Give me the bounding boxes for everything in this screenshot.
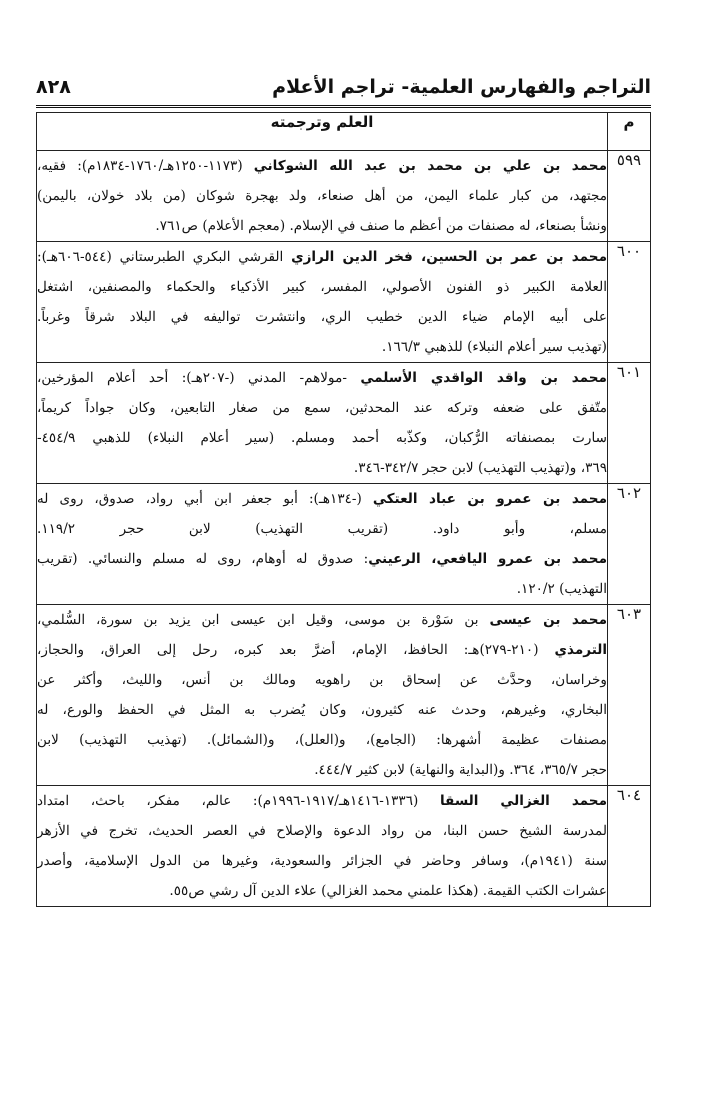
biography-text: (٢١٠-٢٧٩)هـ: الحافظ، الإمام، أضرَّ بعد كبره، رحل إلى العراق، والحجاز، [37, 642, 555, 658]
biography-text: مصنفات عظيمة أشهرها: (الجامع)، و(العلل)، و(الشمائل). (تهذيب التهذيب) لابن [37, 732, 607, 748]
table-row [37, 605, 651, 786]
biography-text: وخراسان، وحدَّث عن إسحاق بن راهويه ومالك بن أنس، والليث، وأكثر عن [37, 672, 607, 688]
entry-biography [37, 363, 608, 484]
entry-number: ٦٠٠ [608, 242, 651, 363]
entry-biography [37, 484, 608, 605]
biography-text: -مولاهم- المدني (-٢٠٧هـ): أحد أعلام المؤرخين، [37, 370, 361, 386]
table-header-row [37, 113, 651, 151]
table-row [37, 151, 651, 242]
biography-line [37, 665, 607, 695]
biography-line [37, 846, 607, 876]
biography-text: مسلم، وأبو داود. (تقريب التهذيب) لابن حجر ١١٩/٢. [37, 521, 607, 537]
biography-line [37, 302, 607, 332]
biography-line [37, 423, 607, 453]
biography-text: سنة (١٩٤١م)، وسافر وحاضر في الجزائر والسعودية، وغيرها من الدول الإسلامية، وأصدر [37, 853, 607, 869]
person-name: محمد بن عمر بن الحسين، فخر الدين الرازي [291, 249, 607, 265]
biography-line [37, 786, 607, 816]
person-name: الترمذي [554, 642, 607, 658]
biography-text: لمدرسة الشيخ حسن البنا، من رواد الدعوة والإصلاح في العصر الحديث، تخرج في الأزهر [37, 823, 607, 839]
biography-text: متّفق على ضعفه وتركه عند المحدثين، سمع من صغار التابعين، وكان جواداً كريماً، [37, 400, 607, 416]
biography-line [37, 272, 607, 302]
entry-number: ٦٠٣ [608, 605, 651, 786]
entry-number: ٦٠٤ [608, 786, 651, 907]
biography-line [37, 181, 607, 211]
biography-text: على أبيه الإمام ضياء الدين خطيب الري، وانتشرت تواليفه في البلاد شرقاً وغرباً. [37, 309, 607, 325]
table-row [37, 786, 651, 907]
table-row [37, 242, 651, 363]
biography-line [37, 332, 607, 362]
biography-text: سارت بمصنفاته الرُّكبان، وكذّبه أحمد ومسلم. (سير أعلام النبلاء) للذهبي ٤٥٤/٩- [37, 430, 607, 446]
biography-line [37, 816, 607, 846]
biography-line [37, 544, 607, 574]
biography-text: عشرات الكتب القيمة. (هكذا علمني محمد الغزالي) علاء الدين آل رشي ص٥٥. [169, 883, 607, 899]
page-number: ٨٢٨ [36, 76, 71, 98]
entry-number: ٦٠٢ [608, 484, 651, 605]
biography-text: : صدوق له أوهام، روى له مسلم والنسائي. (تقريب [37, 551, 369, 567]
biography-text: حجر ٣٦٥/٧، ٣٦٤. و(البداية والنهاية) لابن كثير ٤٤٤/٧. [314, 762, 607, 778]
header-rule [36, 105, 651, 108]
biography-line [37, 635, 607, 665]
biography-line [37, 484, 607, 514]
column-header-entry: العلم وترجمته [37, 113, 608, 151]
biography-text: ٣٦٩، و(تهذيب التهذيب) لابن حجر ٣٤٢/٧-٣٤٦. [353, 460, 607, 476]
entry-biography [37, 605, 608, 786]
person-name: محمد بن عيسى [489, 612, 607, 628]
biography-line [37, 514, 607, 544]
biography-line [37, 605, 607, 635]
biography-line [37, 695, 607, 725]
biography-line [37, 574, 607, 604]
person-name: محمد بن عمرو اليافعي، الرعيني [368, 551, 607, 567]
biography-text: التهذيب) ١٢٠/٢. [516, 581, 607, 597]
column-header-number: م [608, 113, 651, 151]
entry-biography [37, 242, 608, 363]
table-row [37, 484, 651, 605]
entry-biography [37, 151, 608, 242]
biography-text: البخاري، وغيرهم، وحدث عنه كثيرون، وكان يُضرب به المثل في الحفظ والورع، له [37, 702, 607, 718]
entry-biography [37, 786, 608, 907]
person-name: محمد بن عمرو بن عباد العتكي [372, 491, 607, 507]
person-name: محمد بن علي بن محمد بن عبد الله الشوكاني [253, 158, 607, 174]
biography-line [37, 725, 607, 755]
biography-line [37, 151, 607, 181]
biography-line [37, 876, 607, 906]
biography-text: (١١٧٣-١٢٥٠هـ/١٧٦٠-١٨٣٤م): فقيه، [37, 158, 254, 174]
biography-text: (١٣٣٦-١٤١٦هـ/١٩١٧-١٩٩٦م): عالم، مفكر، باحث، امتداد [37, 793, 440, 809]
biography-line [37, 393, 607, 423]
biography-text: (تهذيب سير أعلام النبلاء) للذهبي ١٦٦/٣. [381, 339, 607, 355]
biography-line [37, 242, 607, 272]
biography-text: بن سَوْرة بن موسى، وقيل ابن عيسى ابن يزيد بن سورة، السُّلمي، [37, 612, 490, 628]
biography-text: مجتهد، من كبار علماء اليمن، من أهل صنعاء، ولد بهجرة شوكان (من بلاد خولان، باليمن) [37, 188, 607, 204]
biography-line [37, 755, 607, 785]
header-title: التراجم والفهارس العلمية- تراجم الأعلام [272, 76, 651, 98]
biography-line [37, 363, 607, 393]
person-name: محمد بن واقد الواقدي الأسلمي [360, 370, 607, 386]
table-body [37, 151, 651, 907]
person-name: محمد الغزالي السقا [439, 793, 607, 809]
entry-number: ٦٠١ [608, 363, 651, 484]
biography-text: القرشي البكري الطبرستاني (٥٤٤-٦٠٦هـ): [37, 249, 292, 265]
entry-number: ٥٩٩ [608, 151, 651, 242]
biography-text: العلامة الكبير ذو الفنون الأصولي، المفسر، كبير الأذكياء والحكماء والمصنفين، اشتغل [37, 279, 607, 295]
biography-text: ونشأ بصنعاء، له مصنفات من أعظم ما صنف في الإسلام. (معجم الأعلام) ص٧٦١. [155, 218, 607, 234]
biography-line [37, 453, 607, 483]
running-header [36, 70, 651, 104]
table-row [37, 363, 651, 484]
biography-line [37, 211, 607, 241]
biography-text: (-١٣٤هـ): أبو جعفر ابن أبي رواد، صدوق، روى له [37, 491, 373, 507]
biographies-table [36, 112, 651, 907]
